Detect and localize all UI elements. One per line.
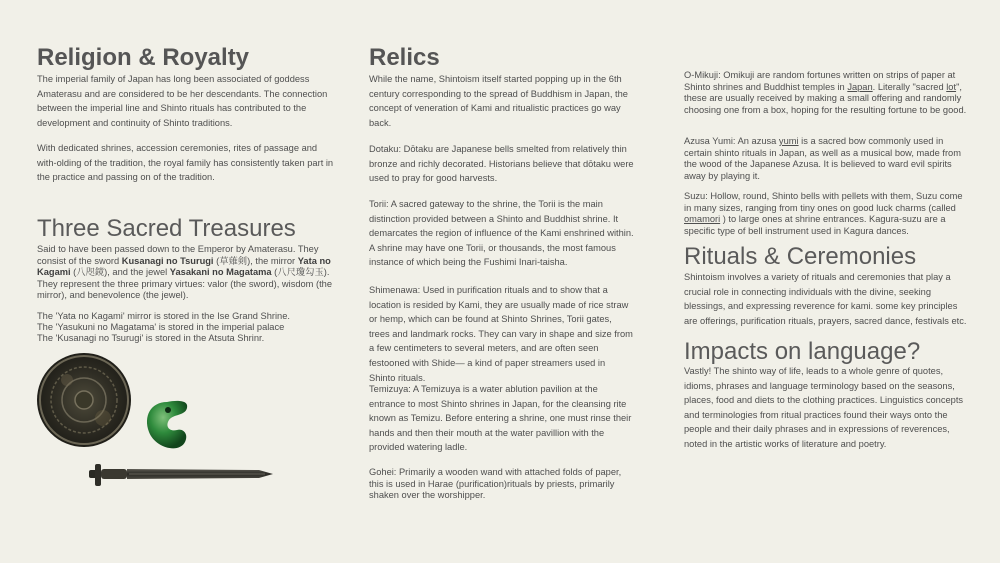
rituals-text: Shintoism involves a variety of rituals and ceremonies that play a crucial role in connecting individuals with the divine, seeking blessings, and expressing reverence for kami. some key principles are offerings, purification rituals, prayers, sacred dance, festivals etc. [684, 272, 967, 326]
japan-link[interactable]: Japan [847, 81, 873, 92]
religion-paragraph-2: With dedicated shrines, accession ceremonies, rites of passage and with-olding of the tradition, the royal family has consistently taken part in the practice and passing on of the tradition. [37, 143, 334, 183]
treasure-location-2: The 'Yasukuni no Magatama' is stored in the imperial palace [37, 322, 285, 332]
sword-image [89, 464, 273, 486]
yumi-link[interactable]: yumi [778, 136, 799, 146]
relic-shimenawa: Shimenawa: Used in purification rituals and to show that a location is resided by Kami, they are usually made of rice straw or hemp, which can be found at Shinto Shrines, Torii gates, trees and landmark rocks. They can vary in shape and size from a few centimeters to several meters, and are often seen festooned with Shide— a kind of paper streamers used in Shinto rituals. [369, 285, 633, 383]
treasure-location-1: The 'Yata no Kagami' mirror is stored in the Ise Grand Shrine. [37, 311, 290, 321]
treasures-paragraph: Said to have been passed down to the Emperor by Amaterasu. They consist of the sword Kusanagi no Tsurugi (草薙剣), the mirror Yata no Kagami (八咫鏡), and the jewel Yasakani no Magatama (八尺瓊勾玉). They represent the three primary virtues: valor (the sword), wisdom (the mirror), and benevolence (the jewel). [37, 244, 333, 301]
magatama-image [147, 401, 187, 448]
rituals-title: Rituals & Ceremonies [684, 243, 917, 270]
relics-title: Relics [369, 44, 440, 71]
relic-torii: Torii: A sacred gateway to the shrine, the Torii is the main distinction provided between a Shinto and Buddhist shrine. It demarcates the region of influence of the Kami enshrined within. A shrine may have one Torii, or thousands, the most famous instance of which being the Fushimi Inari-taisha. [369, 199, 634, 268]
treasures-illustration [37, 350, 287, 500]
relic-dotaku: Dotaku: Dōtaku are Japanese bells smelted from relatively thin bronze and richly decorated. Historians believe that dōtaku were used to pray for good harvests. [369, 144, 634, 184]
omikuji-text: O-Mikuji: Omikuji are random fortunes written on strips of paper at Shinto shrines and Buddhist temples in Japan. Literally "sacred lot", these are usually received by making a small offering and randomly choosing one from a box, hoping for the resulting fortune to be good. [684, 70, 967, 115]
treasures-title: Three Sacred Treasures [37, 215, 296, 242]
relic-temizuya: Temizuya: A Temizuya is a water ablution pavilion at the entrance to most Shinto shrines in Japan, for the cleansing rite known as Temizu. Before entering a shrine, one must rinse their hands and then their mouth at the water pavillion with the provided watering ladle. [369, 384, 632, 453]
religion-paragraph-1: The imperial family of Japan has long been associated of goddess Amaterasu and are considered to be her descendants. The connection between the imperial line and Shinto rituals has contributed to the development and continuity of Shinto traditions. [37, 74, 328, 128]
treasure-location-3: The 'Kusanagi no Tsurugi' is stored in the Atsuta Shrinr. [37, 333, 265, 343]
mirror-image [37, 353, 131, 447]
impacts-text: Vastly! The shinto way of life, leads to a whole genre of quotes, idioms, phrases and language terminology based on the seasons, places, food and diets to the clothing practices. Linguistics concepts and terminologies from ritual practices found their ways onto the people and their daily phrases and in expressions of reverences, noted in the artistic works of literature and poetry. [684, 366, 964, 449]
mirror-name: Yata no Kagami [37, 255, 331, 278]
religion-title: Religion & Royalty [37, 44, 250, 71]
sword-name: Kusanagi no Tsurugi [121, 255, 214, 266]
suzu-text: Suzu: Hollow, round, Shinto bells with pellets with them, Suzu come in many sizes, ranging from tiny ones on good luck charms (called omamori ) to large ones at shrine entrances. Kagura-suzu are a specific type of bell instrument used in Kagura dances. [684, 191, 963, 236]
impacts-title: Impacts on language? [684, 338, 921, 365]
lot-link[interactable]: lot [946, 81, 957, 92]
jewel-name: Yasakani no Magatama [169, 267, 272, 278]
omamori-link[interactable]: omamori [684, 214, 721, 225]
relic-gohei: Gohei: Primarily a wooden wand with attached folds of paper, this is used in Harae (purification)rituals by priests, primarily shaken over the worshipper. [369, 467, 622, 501]
relics-intro: While the name, Shintoism itself started popping up in the 6th century corresponding to the spread of Buddhism in Japan, the concept of veneration of Kami and ritualistic practices go way back. [369, 74, 628, 128]
azusa-yumi-text: Azusa Yumi: An azusa yumi is a sacred bow commonly used in certain shinto rituals in Japan, as well as a musical bow, made from the wood of the Japanese Azusa. It is believed to ward evil spirits away by playing it. [684, 136, 961, 181]
